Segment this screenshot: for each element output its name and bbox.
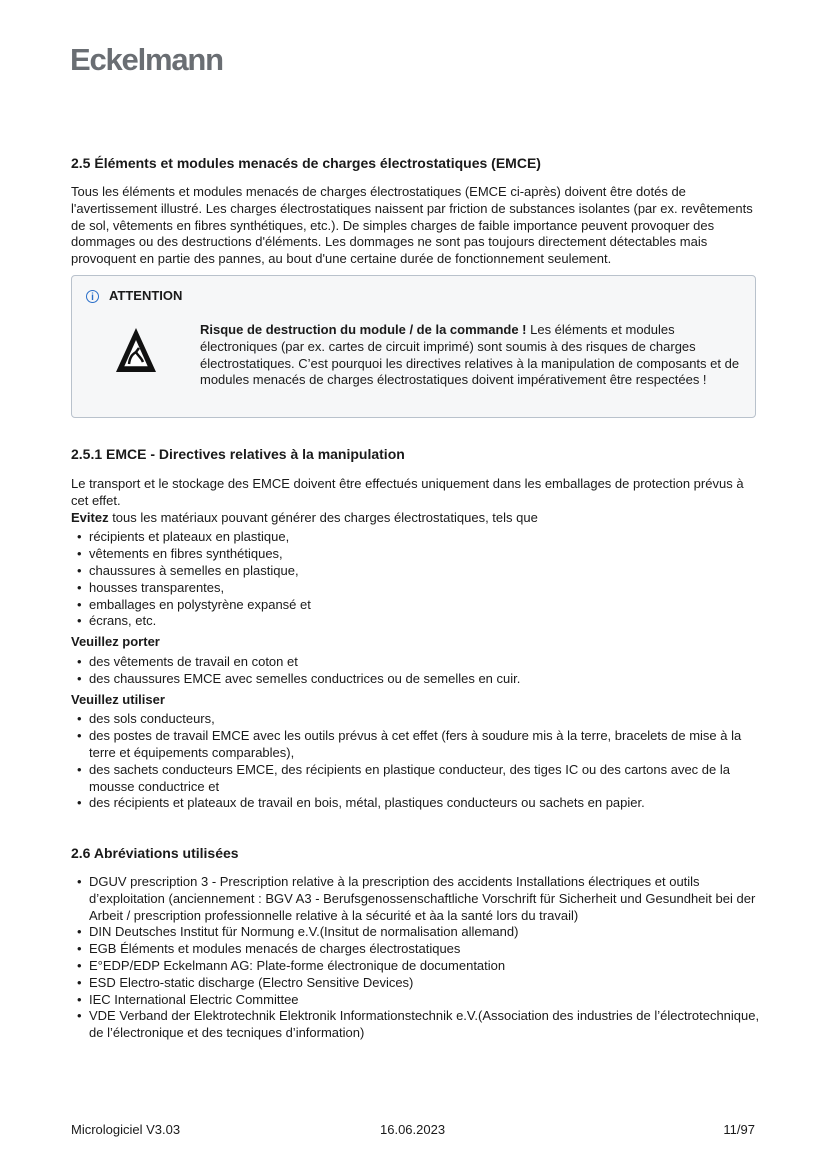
list-item: • DGUV prescription 3 - Prescription relative à la prescription des accidents Installations électriques et outils d’exploitation (anciennement : BGV A3 - Berufsgenossenschaftliche Vorschrift für Sicherheit und Gesundheit bei der Arbeit / prescription professionnelle relative à la sécurité et àa la santé lors du travail) xyxy=(71,874,761,924)
attention-label: ATTENTION xyxy=(109,288,183,303)
list-item: • des sols conducteurs, xyxy=(71,711,761,728)
wear-title: Veuillez porter xyxy=(71,634,160,650)
list-item: • des récipients et plateaux de travail en bois, métal, plastiques conducteurs ou sachets en papier. xyxy=(71,795,761,812)
list-item: • des chaussures EMCE avec semelles conductrices ou de semelles en cuir. xyxy=(71,671,761,688)
section-2-5-1-body xyxy=(71,476,761,812)
list-item: • IEC International Electric Committee xyxy=(71,992,761,1009)
list-item: • écrans, etc. xyxy=(71,613,761,630)
list-item: • DIN Deutsches Institut für Normung e.V.(Insitut de normalisation allemand) xyxy=(71,924,761,941)
attention-body: Les éléments et modules électroniques (par ex. cartes de circuit imprimé) sont soumis à des risques de charges électrostatiques. C’est pourquoi les directives relatives à la manipulation de composants et de modules menacés de charges électrostatiques doivent impérativement être respectées ! xyxy=(200,322,740,388)
list-item: • emballages en polystyrène expansé et xyxy=(71,597,761,614)
avoid-text: tous les matériaux pouvant générer des charges électrostatiques, tels que xyxy=(108,509,538,525)
list-item: • E°EDP/EDP Eckelmann AG: Plate-forme électronique de documentation xyxy=(71,958,761,975)
list-item: • récipients et plateaux en plastique, xyxy=(71,529,761,546)
attention-bold: Risque de destruction du module / de la commande ! xyxy=(200,322,527,337)
wear-list xyxy=(71,654,761,688)
avoid-list xyxy=(71,529,761,630)
footer-product: Micrologiciel V3.03 xyxy=(71,1122,181,1137)
attention-header xyxy=(86,288,182,305)
avoid-paragraph xyxy=(71,510,761,527)
section-2-5-heading: 2.5 Éléments et modules menacés de charges électrostatiques (EMCE) xyxy=(71,155,541,171)
list-item: • des sachets conducteurs EMCE, des récipients en plastique conducteur, des tiges IC ou des cartons avec de la mousse conductrice et xyxy=(71,762,761,796)
avoid-bold: Evitez xyxy=(71,509,109,525)
use-title: Veuillez utiliser xyxy=(71,691,165,707)
footer-date: 16.06.2023 xyxy=(380,1122,446,1137)
list-item: • vêtements en fibres synthétiques, xyxy=(71,546,761,563)
section-2-6-heading: 2.6 Abréviations utilisées xyxy=(71,845,239,861)
footer-page-number: 11/97 xyxy=(723,1122,755,1137)
list-item: • ESD Electro-static discharge (Electro Sensitive Devices) xyxy=(71,975,761,992)
esd-warning-icon xyxy=(114,326,158,374)
info-icon: i xyxy=(86,290,99,303)
eckelmann-logo: Eckelmann xyxy=(70,42,223,77)
list-item: • des vêtements de travail en coton et xyxy=(71,654,761,671)
section-2-5-body: Tous les éléments et modules menacés de charges électrostatiques (EMCE ci-après) doivent être dotés de l'avertissement illustré. Les charges électrostatiques naissent par friction de substances isolantes (par ex. revêtements de sol, vêtements en fibres synthétiques, etc.). De simples charges de faible importance peuvent provoquer des dommages ou des destructions d'éléments. Les dommages ne sont pas toujours directement détectables mais provoquent en partie des pannes, au bout d'une certaine durée de fonctionnement seulement. xyxy=(71,184,753,267)
attention-box xyxy=(71,275,756,418)
section-2-5-1-heading: 2.5.1 EMCE - Directives relatives à la manipulation xyxy=(71,446,405,462)
abbreviations-list xyxy=(71,874,761,1042)
use-list xyxy=(71,711,761,812)
list-item: • EGB Éléments et modules menacés de charges électrostatiques xyxy=(71,941,761,958)
list-item: • chaussures à semelles en plastique, xyxy=(71,563,761,580)
list-item: • des postes de travail EMCE avec les outils prévus à cet effet (fers à soudure mis à la terre, bracelets de mise à la terre et équipements comparables), xyxy=(71,728,761,762)
list-item: • VDE Verband der Elektrotechnik Elektronik Informationstechnik e.V.(Association des industries de l’électrotechnique, de l’électronique et des tecniques d’information) xyxy=(71,1008,761,1042)
list-item: • housses transparentes, xyxy=(71,580,761,597)
transport-paragraph: Le transport et le stockage des EMCE doivent être effectués uniquement dans les emballages de protection prévus à cet effet. xyxy=(71,476,744,508)
attention-text xyxy=(200,322,748,389)
